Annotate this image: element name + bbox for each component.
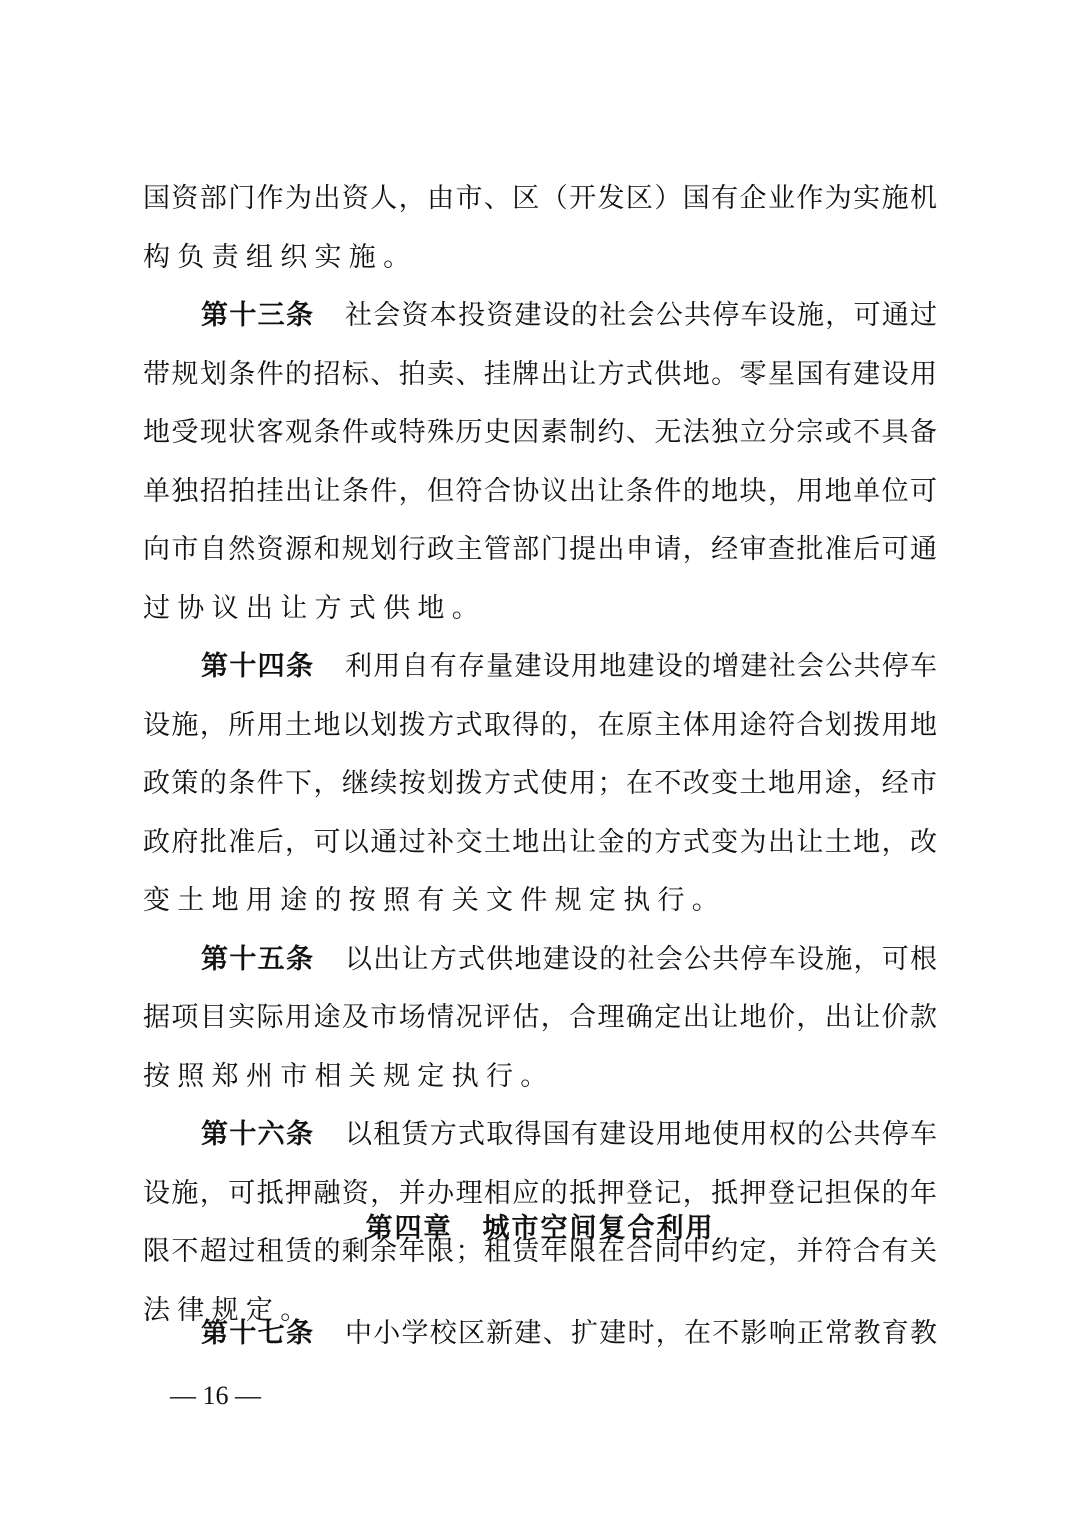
line-text: 据 项 目 实 际 用 途 及 市 场 情 况 评 估 ， 合 理 确 定 出 让 地 价 ， 出 让 价 款 [143, 1002, 937, 1033]
article-number: 第 十 四 条 [201, 651, 313, 682]
text-line [0, 580, 1080, 638]
text-line [0, 229, 1080, 287]
text-line [0, 872, 1080, 930]
article-number: 第 十 六 条 [201, 1119, 313, 1150]
chapter-number: 第四章 [365, 1213, 453, 1244]
text-line [0, 463, 1080, 521]
line-text: 政 府 批 准 后 ， 可 以 通 过 补 交 土 地 出 让 金 的 方 式 变 为 出 让 土 地 ， 改 [143, 826, 937, 858]
page-number: — 16 — [170, 1381, 261, 1410]
line-text: 按照郑州市相关规定执行。 [143, 1060, 555, 1092]
text-line [0, 638, 1080, 696]
text-line [0, 1305, 1080, 1363]
text-line [0, 170, 1080, 228]
line-text: 国 资 部 门 作 为 出 资 人 ， 由 市 、 区 （ 开 发 区 ） 国 有 企 业 作 为 实 施 机 [143, 183, 937, 214]
text-line [0, 697, 1080, 755]
line-text: 利 用 自 有 存 量 建 设 用 地 建 设 的 增 建 社 会 公 共 停 车 [345, 651, 937, 682]
article-number: 第 十 三 条 [201, 300, 313, 331]
line-text: 地 受 现 状 客 观 条 件 或 特 殊 历 史 因 素 制 约 、 无 法 独 立 分 宗 或 不 具 备 [143, 417, 937, 448]
line-text: 政 策 的 条 件 下 ， 继 续 按 划 拨 方 式 使 用 ； 在 不 改 变 土 地 用 途 ， 经 市 [143, 768, 937, 799]
line-text: 设 施 ， 可 抵 押 融 资 ， 并 办 理 相 应 的 抵 押 登 记 ， 抵 押 登 记 担 保 的 年 [143, 1177, 937, 1209]
line-text: 法律规定。 [143, 1294, 315, 1326]
text-line [0, 346, 1080, 404]
line-text: 带 规 划 条 件 的 招 标 、 拍 卖 、 挂 牌 出 让 方 式 供 地 。 零 星 国 有 建 设 用 [143, 358, 937, 390]
line-text: 中 小 学 校 区 新 建 、 扩 建 时 ， 在 不 影 响 正 常 教 育 教 [345, 1318, 937, 1349]
line-text: 设 施 ， 所 用 土 地 以 划 拨 方 式 取 得 的 ， 在 原 主 体 用 途 符 合 划 拨 用 地 [143, 709, 937, 741]
line-text: 构负责组织实施。 [143, 241, 418, 273]
line-text: 社 会 资 本 投 资 建 设 的 社 会 公 共 停 车 设 施 ， 可 通 过 [345, 300, 937, 331]
text-line [0, 931, 1080, 989]
line-text: 以 租 赁 方 式 取 得 国 有 建 设 用 地 使 用 权 的 公 共 停 车 [345, 1119, 937, 1150]
line-text: 以 出 让 方 式 供 地 建 设 的 社 会 公 共 停 车 设 施 ， 可 根 [345, 943, 937, 975]
line-text: 变土地用途的按照有关文件规定执行。 [143, 885, 727, 916]
text-line [0, 1048, 1080, 1106]
chapter-heading [0, 1200, 1080, 1258]
line-text: 向 市 自 然 资 源 和 规 划 行 政 主 管 部 门 提 出 申 请 ， 经 审 查 批 准 后 可 通 [143, 534, 937, 565]
text-line [0, 814, 1080, 872]
text-line [0, 521, 1080, 579]
chapter-title: 城市空间复合利用 [482, 1213, 715, 1244]
line-text: 限 不 超 过 租 赁 的 剩 余 年 限 ； 租 赁 年 限 在 合 同 中 约 定 ， 并 符 合 有 关 [143, 1236, 937, 1267]
text-line [0, 1106, 1080, 1164]
text-line [0, 989, 1080, 1047]
text-line [0, 404, 1080, 462]
text-line [0, 287, 1080, 345]
text-line [0, 755, 1080, 813]
line-text: 过协议出让方式供地。 [143, 592, 486, 624]
line-text: 单 独 招 拍 挂 出 让 条 件 ， 但 符 合 协 议 出 让 条 件 的 地 块 ， 用 地 单 位 可 [143, 475, 937, 507]
article-number: 第 十 五 条 [201, 943, 313, 975]
article-number: 第 十 七 条 [201, 1318, 313, 1349]
